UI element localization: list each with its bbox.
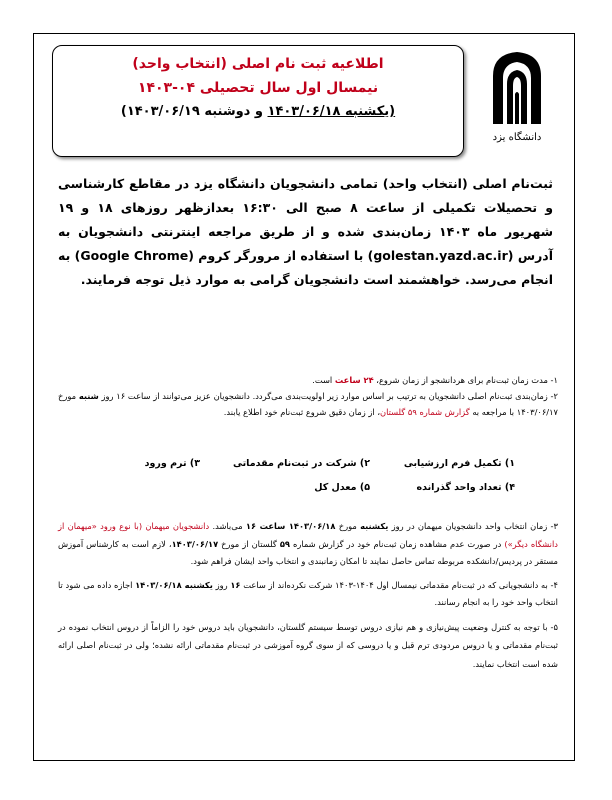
note-2-text-a: ۲- زمان‌بندی ثبت‌نام اصلی دانشجویان به ترتیب بر اساس موارد زیر اولویت‌بندی می‌گردد. دانشجویان عزیز می‌توانند از ساعت ۱۶ روز <box>98 391 558 401</box>
announcement-title: اطلاعیه ثبت نام اصلی (انتخاب واحد) <box>132 56 384 72</box>
note-item-5: ۵- با توجه به کنترل وضعیت پیش‌نیازی و هم نیازی دروس توسط سیستم گلستان، دانشجویان باید دروس خود را الزاماً از دروس انتخاب نموده در ثبت‌نام مقدماتی و یا دروس مردودی ترم قبل و یا دروسی که از سوی گروه آموزشی در ثبت‌نام مقدماتی ارائه نشده؛ ولی در ثبت‌نام اصلی ارائه شده است انتخاب نمایند. <box>58 621 558 669</box>
date-monday: و دوشنبه ۱۴۰۳/۰۶/۱۹) <box>120 104 268 119</box>
option-entry-term: ۳) ترم ورود <box>144 458 200 469</box>
note-1-text: ۱- مدت زمان ثبت‌نام برای هردانشجو از زمان شروع، <box>373 375 558 385</box>
note-item-3 <box>58 518 558 571</box>
note-3-text-d: در صورت عدم مشاهده زمان ثبت‌نام خود در گزارش شماره <box>289 538 505 549</box>
note-2-text-b: مورخ ۱۴۰۳/۰۶/۱۷ با مراجعه به <box>58 391 558 417</box>
note-2-text-c: ، از زمان دقیق شروع ثبت‌نام خود اطلاع یابند. <box>223 407 381 417</box>
note-2-day: شنبه <box>78 391 99 401</box>
note-3-day: یکشنبه <box>360 521 389 531</box>
header <box>52 45 557 160</box>
note-3-text-c: می‌باشد. <box>209 521 246 531</box>
note-4-hour: ۱۶ <box>230 579 241 590</box>
dates-line <box>53 104 463 119</box>
note-item-2 <box>58 388 558 420</box>
option-preregistration: ۲) شرکت در ثبت‌نام مقدماتی <box>233 458 370 469</box>
option-gpa: ۵) معدل کل <box>314 482 370 493</box>
note-4-text-c: اجازه داده می شود تا انتخاب واحد خود را به انجام رسانند. <box>58 579 558 607</box>
note-3-text-e: گلستان از مورخ <box>218 538 280 549</box>
note-1-duration: ۲۴ ساعت <box>334 375 374 385</box>
notes-list-bottom <box>58 518 558 679</box>
note-3-text-a: ۳- زمان انتخاب واحد دانشجویان میهمان در روز <box>388 521 559 531</box>
notes-list-top <box>58 372 558 420</box>
note-3-report-number: ۵۹ <box>279 538 290 549</box>
note-3-text-b: مورخ <box>335 521 361 531</box>
logo-caption: دانشگاه یزد <box>492 132 542 143</box>
note-3-text-f: ، لازم است به کارشناس آموزش مستقر در پردیس/دانشکده مربوطه تماس حاصل نمایند تا امکان زمانبندی و انتخاب واحد ایشان فراهم شود. <box>58 538 558 566</box>
note-4-text-b: روز <box>212 579 231 590</box>
note-3-guest-students: دانشجویان میهمان (با نوع ورود «میهمان از دانشگاه دیگر») <box>58 521 558 549</box>
semester-title: نیمسال اول سال تحصیلی ۰۴-۱۴۰۳ <box>137 80 379 96</box>
intro-paragraph <box>58 172 553 292</box>
note-item-4 <box>58 577 558 612</box>
intro-text: ثبت‌نام اصلی (انتخاب واحد) تمامی دانشجویان دانشگاه یزد در مقاطع کارشناسی و تحصیلات تکمیلی از ساعت ۸ صبح الی ۱۶:۳۰ بعدازظهر روزهای ۱۸ و ۱۹ شهریور ماه ۱۴۰۳ زمان‌بندی شده و از طریق مراجعه اینترنتی دانشجویان به آدرس (golestan.yazd.ac.ir) با استفاده از مرورگر کروم (Google Chrome) به انجام می‌رسد. خواهشمند است دانشجویان گرامی به موارد ذیل توجه فرمایند. <box>58 176 554 287</box>
title-box <box>52 45 464 157</box>
yazd-university-emblem-icon <box>487 50 547 128</box>
note-3-datetime: ۱۴۰۳/۰۶/۱۸ ساعت ۱۶ <box>245 521 336 531</box>
note-1-end: است. <box>312 375 335 385</box>
note-item-1 <box>58 372 558 388</box>
university-logo <box>477 50 557 155</box>
option-evaluation: ۱) تکمیل فرم ارزشیابی <box>403 458 515 469</box>
note-4-date: یکشنبه ۱۴۰۳/۰۶/۱۸ <box>135 579 213 590</box>
note-3-date: ۱۴۰۳/۰۶/۱۷ <box>171 538 219 549</box>
option-passed-units: ۴) تعداد واحد گذرانده <box>416 482 515 493</box>
date-sunday: (یکشنبه ۱۴۰۳/۰۶/۱۸ <box>267 104 396 119</box>
note-4-text-a: ۴- به دانشجویانی که در ثبت‌نام مقدماتی نیمسال اول ۱۴۰۴-۱۴۰۳ شرکت نکرده‌اند از ساعت <box>240 579 558 590</box>
note-2-report: گزارش شماره ۵۹ گلستان <box>380 407 470 417</box>
